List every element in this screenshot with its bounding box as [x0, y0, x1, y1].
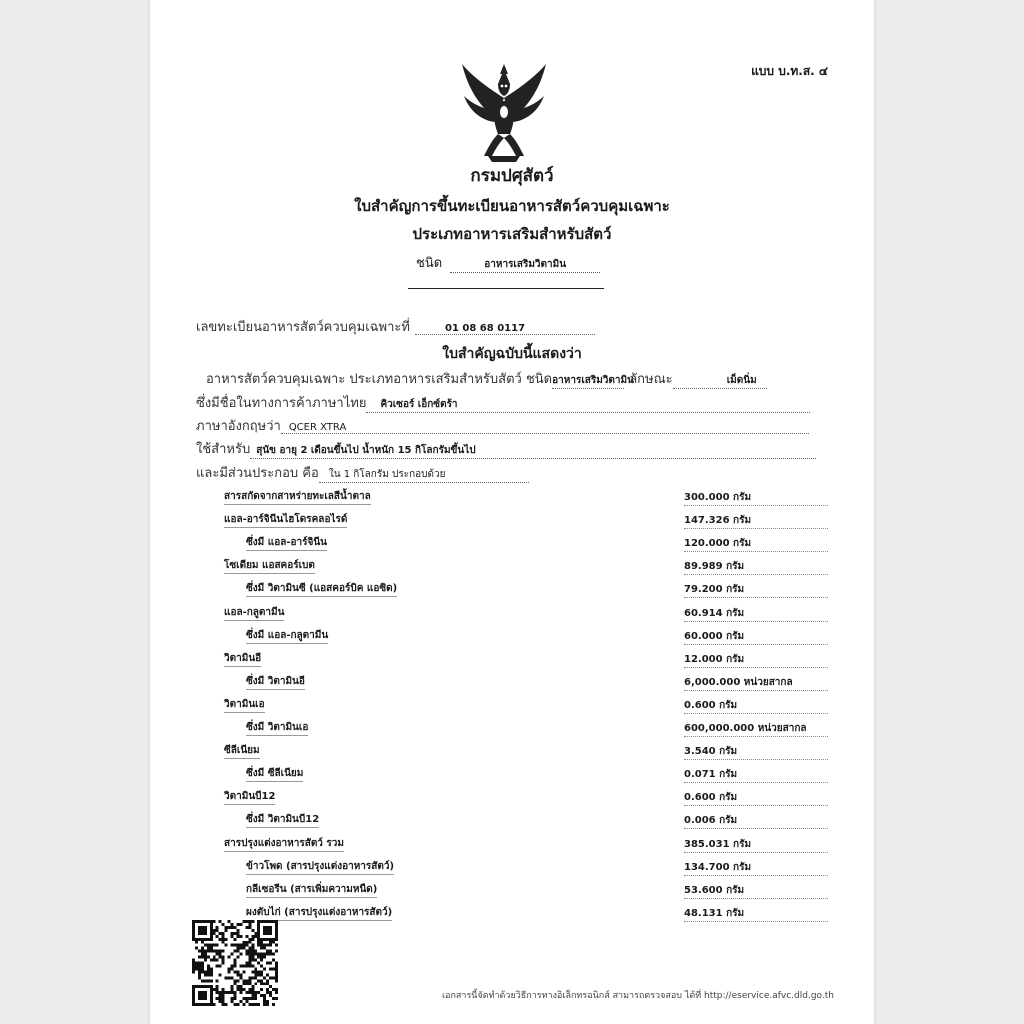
type-value: อาหารเสริมวิตามิน	[450, 257, 600, 273]
amount-dotted-line	[684, 528, 828, 529]
intro-label: อาหารสัตว์ควบคุมเฉพาะ ประเภทอาหารเสริมสำหรับสัตว์ ชนิด	[206, 372, 553, 387]
ingredient-row	[198, 784, 828, 807]
amount-dotted-line	[684, 759, 828, 760]
amount-dotted-line	[684, 621, 828, 622]
amount-dotted-line	[684, 644, 828, 645]
ingredient-row	[198, 692, 828, 715]
ingredient-amount: 60.000 กรัม	[684, 630, 745, 642]
amount-dotted-line	[684, 667, 828, 668]
footer-note: เอกสารนี้จัดทำด้วยวิธีการทางอิเล็กทรอนิกส์ สามารถตรวจสอบ ได้ที่ http://eservice.afvc.dld.go.th	[441, 991, 834, 1001]
ingredient-name: ซึ่งมี วิตามินอี	[246, 674, 305, 690]
ingredient-row	[198, 738, 828, 761]
ingredient-row	[198, 623, 828, 646]
ingredient-name: ซึ่งมี แอล-อาร์จินีน	[246, 535, 327, 551]
thai-name-row	[196, 392, 810, 413]
certificate-page	[150, 0, 874, 1024]
use-label: ใช้สำหรับ	[196, 442, 251, 457]
ingredient-name: แอล-กลูตามีน	[224, 605, 284, 621]
amount-dotted-line	[684, 875, 828, 876]
ingredient-row	[198, 484, 828, 507]
ingredient-name: โซเดียม แอสคอร์เบต	[224, 558, 315, 574]
ingredient-amount: 120.000 กรัม	[684, 538, 752, 550]
ingredient-row	[198, 507, 828, 530]
certificate-shows-heading: ใบสำคัญฉบับนี้แสดงว่า	[442, 346, 582, 362]
type-row	[416, 252, 600, 273]
english-name-value: QCER XTRA	[281, 422, 809, 434]
ingredient-amount: 134.700 กรัม	[684, 861, 752, 873]
form-code: แบบ บ.ท.ส. ๔	[751, 64, 828, 78]
ingredient-row	[198, 646, 828, 669]
ingredient-row	[198, 877, 828, 900]
amount-dotted-line	[684, 782, 828, 783]
ingredient-name: ซีลีเนียม	[224, 743, 260, 759]
thai-name-value: คิวเซอร์ เอ็กซ์ตร้า	[366, 397, 810, 413]
use-row	[196, 438, 816, 459]
composition-label: และมีส่วนประกอบ คือ	[196, 466, 319, 481]
ingredient-row	[198, 553, 828, 576]
english-name-row	[196, 415, 809, 436]
ingredient-row	[198, 807, 828, 830]
kind-value: อาหารเสริมวิตามิน	[552, 373, 624, 389]
ingredient-row	[198, 900, 828, 923]
ingredient-amount: 12.000 กรัม	[684, 653, 745, 665]
ingredient-name: ซึ่งมี แอล-กลูตามีน	[246, 628, 328, 644]
garuda-emblem-icon	[458, 58, 550, 162]
thai-name-label: ซึ่งมีชื่อในทางการค้าภาษาไทย	[196, 396, 367, 411]
amount-dotted-line	[684, 852, 828, 853]
ingredient-row	[198, 830, 828, 853]
amount-dotted-line	[684, 828, 828, 829]
ingredient-row	[198, 854, 828, 877]
title-divider	[408, 288, 604, 289]
ingredient-name: สารสกัดจากสาหร่ายทะเลสีน้ำตาล	[224, 489, 371, 505]
registration-label: เลขทะเบียนอาหารสัตว์ควบคุมเฉพาะที่	[196, 320, 410, 335]
registration-number: 01 08 68 0117	[415, 323, 595, 335]
ingredient-name: ซึ่งมี วิตามินบี12	[246, 812, 319, 828]
ingredient-name: วิตามินเอ	[224, 697, 265, 713]
composition-row	[196, 462, 529, 483]
english-name-label: ภาษาอังกฤษว่า	[196, 419, 281, 434]
certificate-title: ใบสำคัญการขึ้นทะเบียนอาหารสัตว์ควบคุมเฉพาะ	[354, 197, 670, 215]
qr-code-icon	[192, 920, 278, 1006]
ingredient-amount: 89.989 กรัม	[684, 561, 745, 573]
ingredient-amount: 53.600 กรัม	[684, 884, 745, 896]
amount-dotted-line	[684, 690, 828, 691]
ingredient-row	[198, 761, 828, 784]
ingredient-name: แอล-อาร์จินีนไฮโดรคลอไรด์	[224, 512, 347, 528]
ingredient-amount: 0.600 กรัม	[684, 699, 738, 711]
amount-dotted-line	[684, 574, 828, 575]
amount-dotted-line	[684, 805, 828, 806]
ingredient-amount: 48.131 กรัม	[684, 907, 745, 919]
ingredient-row	[198, 715, 828, 738]
ingredient-amount: 385.031 กรัม	[684, 838, 752, 850]
ingredient-amount: 0.006 กรัม	[684, 815, 738, 827]
amount-dotted-line	[684, 898, 828, 899]
amount-dotted-line	[684, 713, 828, 714]
ingredient-name: ซึ่งมี ซีลีเนียม	[246, 766, 303, 782]
amount-dotted-line	[684, 597, 828, 598]
use-value: สุนัข อายุ 2 เดือนขึ้นไป น้ำหนัก 15 กิโลกรัมขึ้นไป	[250, 443, 816, 459]
composition-value: ใน 1 กิโลกรัม ประกอบด้วย	[319, 467, 529, 483]
ingredient-name: ซึ่งมี วิตามินซี (แอสคอร์บิค แอซิด)	[246, 581, 397, 597]
amount-dotted-line	[684, 505, 828, 506]
type-label: ชนิด	[416, 256, 443, 271]
ingredient-amount: 600,000.000 หน่วยสากล	[684, 723, 807, 735]
ingredient-name: วิตามินบี12	[224, 789, 275, 805]
ingredient-amount: 300.000 กรัม	[684, 492, 752, 504]
ingredient-amount: 147.326 กรัม	[684, 515, 752, 527]
ingredient-name: ผงตับไก่ (สารปรุงแต่งอาหารสัตว์)	[246, 905, 392, 921]
ingredient-name: ซึ่งมี วิตามินเอ	[246, 720, 308, 736]
registration-row	[196, 316, 595, 337]
certificate-subtitle: ประเภทอาหารเสริมสำหรับสัตว์	[412, 225, 612, 243]
ingredient-row	[198, 530, 828, 553]
ingredient-amount: 0.600 กรัม	[684, 792, 738, 804]
amount-dotted-line	[684, 736, 828, 737]
ingredient-name: กลีเซอรีน (สารเพิ่มความหนืด)	[246, 882, 377, 898]
ingredient-row	[198, 669, 828, 692]
form-label: ลักษณะ	[629, 372, 673, 387]
ingredient-amount: 79.200 กรัม	[684, 584, 745, 596]
form-value: เม็ดนิ่ม	[673, 373, 767, 389]
ingredient-name: ข้าวโพด (สารปรุงแต่งอาหารสัตว์)	[246, 859, 394, 875]
department-name: กรมปศุสัตว์	[470, 166, 554, 186]
ingredient-amount: 6,000.000 หน่วยสากล	[684, 676, 793, 688]
ingredient-list	[198, 484, 828, 923]
product-kind-row	[206, 368, 767, 389]
ingredient-name: วิตามินอี	[224, 651, 261, 667]
amount-dotted-line	[684, 921, 828, 922]
ingredient-amount: 0.071 กรัม	[684, 769, 738, 781]
ingredient-amount: 3.540 กรัม	[684, 746, 738, 758]
ingredient-amount: 60.914 กรัม	[684, 607, 745, 619]
amount-dotted-line	[684, 551, 828, 552]
ingredient-row	[198, 599, 828, 622]
ingredient-name: สารปรุงแต่งอาหารสัตว์ รวม	[224, 836, 344, 852]
ingredient-row	[198, 576, 828, 599]
